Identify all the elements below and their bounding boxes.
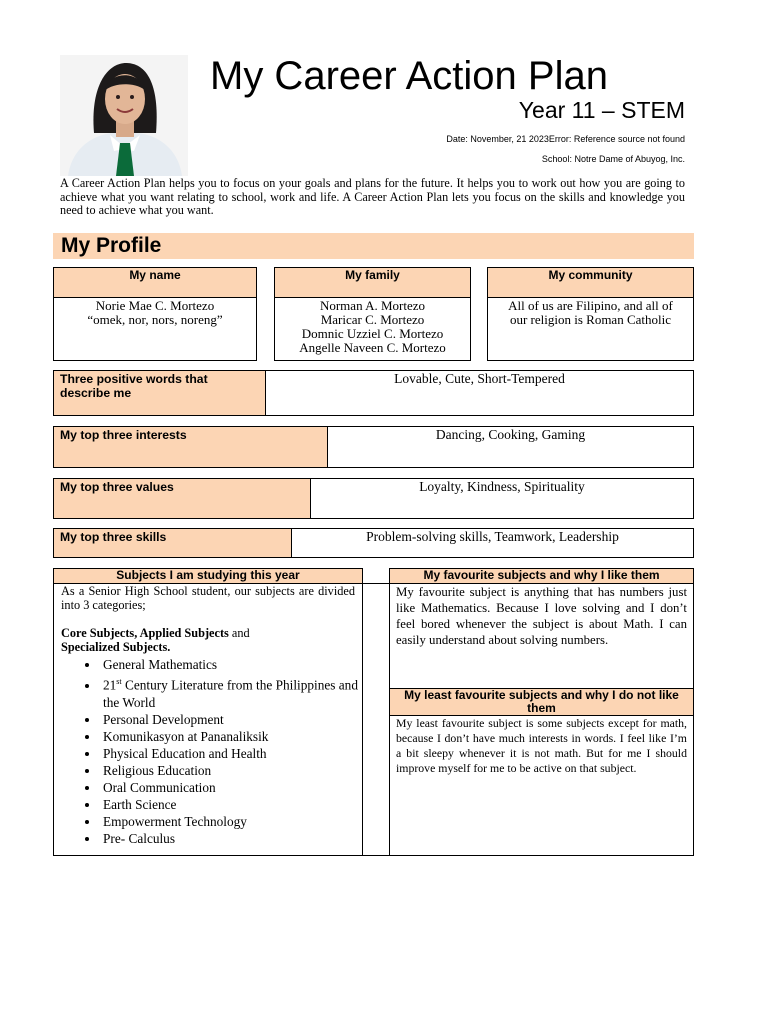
subjects-intro: As a Senior High School student, our subjects are divided into 3 categories; — [61, 584, 355, 612]
student-portrait-image — [60, 55, 188, 176]
community-label: My community — [488, 268, 693, 298]
subjects-categories-b: Specialized Subjects. — [61, 640, 171, 654]
list-item: • General Mathematics — [100, 656, 362, 673]
intro-paragraph: A Career Action Plan helps you to focus on your goals and plans for the future. It helps you to work out how you are going to achieve what you want relating to school, work and life. A Career Action Plan lets you focus on the skills and knowledge you need to achieve what you want. — [60, 176, 685, 217]
family-member: Norman A. Mortezo — [319, 298, 426, 313]
skills-row — [53, 528, 694, 558]
list-item: • Pre- Calculus — [100, 830, 362, 847]
favourite-text: My favourite subject is anything that has numbers just like Mathematics. Because I love solving and I don’t feel bored whenever the subject is about Math. I can easily understand about solving numbers. — [396, 585, 687, 647]
subjects-list — [54, 656, 362, 847]
name-card — [53, 267, 257, 361]
favourite-heading: My favourite subjects and why I like them — [390, 569, 693, 584]
values-row — [53, 478, 694, 519]
values-value: Loyalty, Kindness, Spirituality — [419, 479, 585, 494]
profile-section-header — [53, 233, 694, 259]
subjects-panel — [53, 568, 363, 856]
name-label: My name — [54, 268, 256, 298]
interests-row — [53, 426, 694, 468]
subjects-heading: Subjects I am studying this year — [54, 569, 362, 584]
skills-value: Problem-solving skills, Teamwork, Leadership — [366, 529, 619, 544]
positive-words-label: Three positive words that describe me — [54, 371, 266, 415]
list-item: • Personal Development — [100, 711, 362, 728]
list-item: • Oral Communication — [100, 779, 362, 796]
community-card — [487, 267, 694, 361]
page-subtitle: Year 11 – STEM — [518, 97, 685, 123]
skills-label: My top three skills — [54, 529, 292, 557]
least-text: My least favourite subject is some subjects except for math, because I don’t have much interests in words. I feel like I’m a bit sleepy whenever it is not math. But for me I should improve myself for me to be active on that subject. — [396, 716, 687, 775]
list-item — [100, 673, 362, 711]
student-photo — [60, 55, 188, 176]
values-label: My top three values — [54, 479, 311, 518]
family-member: Angelle Naveen C. Mortezo — [299, 340, 446, 355]
favourite-panel — [389, 568, 694, 856]
positive-words-value: Lovable, Cute, Short-Tempered — [394, 371, 565, 386]
school-line: School: Notre Dame of Abuyog, Inc. — [541, 154, 685, 164]
family-member: Maricar C. Mortezo — [320, 312, 425, 327]
list-item: • Earth Science — [100, 796, 362, 813]
list-item: • Empowerment Technology — [100, 813, 362, 830]
family-label: My family — [275, 268, 470, 298]
subjects-categories-a: Core Subjects, Applied Subjects — [61, 626, 229, 640]
nickname-value: “omek, nor, nors, noreng” — [87, 312, 223, 327]
page-title: My Career Action Plan — [210, 54, 608, 98]
list-item-number: 21 — [103, 677, 117, 693]
family-card — [274, 267, 471, 361]
list-item-rest: Century Literature from the Philippines and the World — [103, 677, 358, 710]
list-item: • Komunikasyon at Pananaliksik — [100, 728, 362, 745]
date-line: Date: November, 21 2023Error: Reference source not found — [446, 134, 685, 144]
list-item: • Religious Education — [100, 762, 362, 779]
list-item: • Physical Education and Health — [100, 745, 362, 762]
subjects-categories — [54, 612, 362, 654]
list-item-ordinal: st — [116, 677, 122, 687]
name-value: Norie Mae C. Mortezo — [95, 298, 215, 313]
subjects-categories-and: and — [228, 626, 250, 640]
profile-heading: My Profile — [61, 234, 162, 257]
panel-spacer — [362, 583, 390, 856]
community-value: All of us are Filipino, and all of our religion is Roman Catholic — [508, 298, 673, 327]
least-heading: My least favourite subjects and why I do not like them — [390, 688, 693, 716]
interests-label: My top three interests — [54, 427, 328, 467]
positive-words-row — [53, 370, 694, 416]
interests-value: Dancing, Cooking, Gaming — [435, 427, 586, 442]
family-member: Domnic Uzziel C. Mortezo — [301, 326, 444, 341]
